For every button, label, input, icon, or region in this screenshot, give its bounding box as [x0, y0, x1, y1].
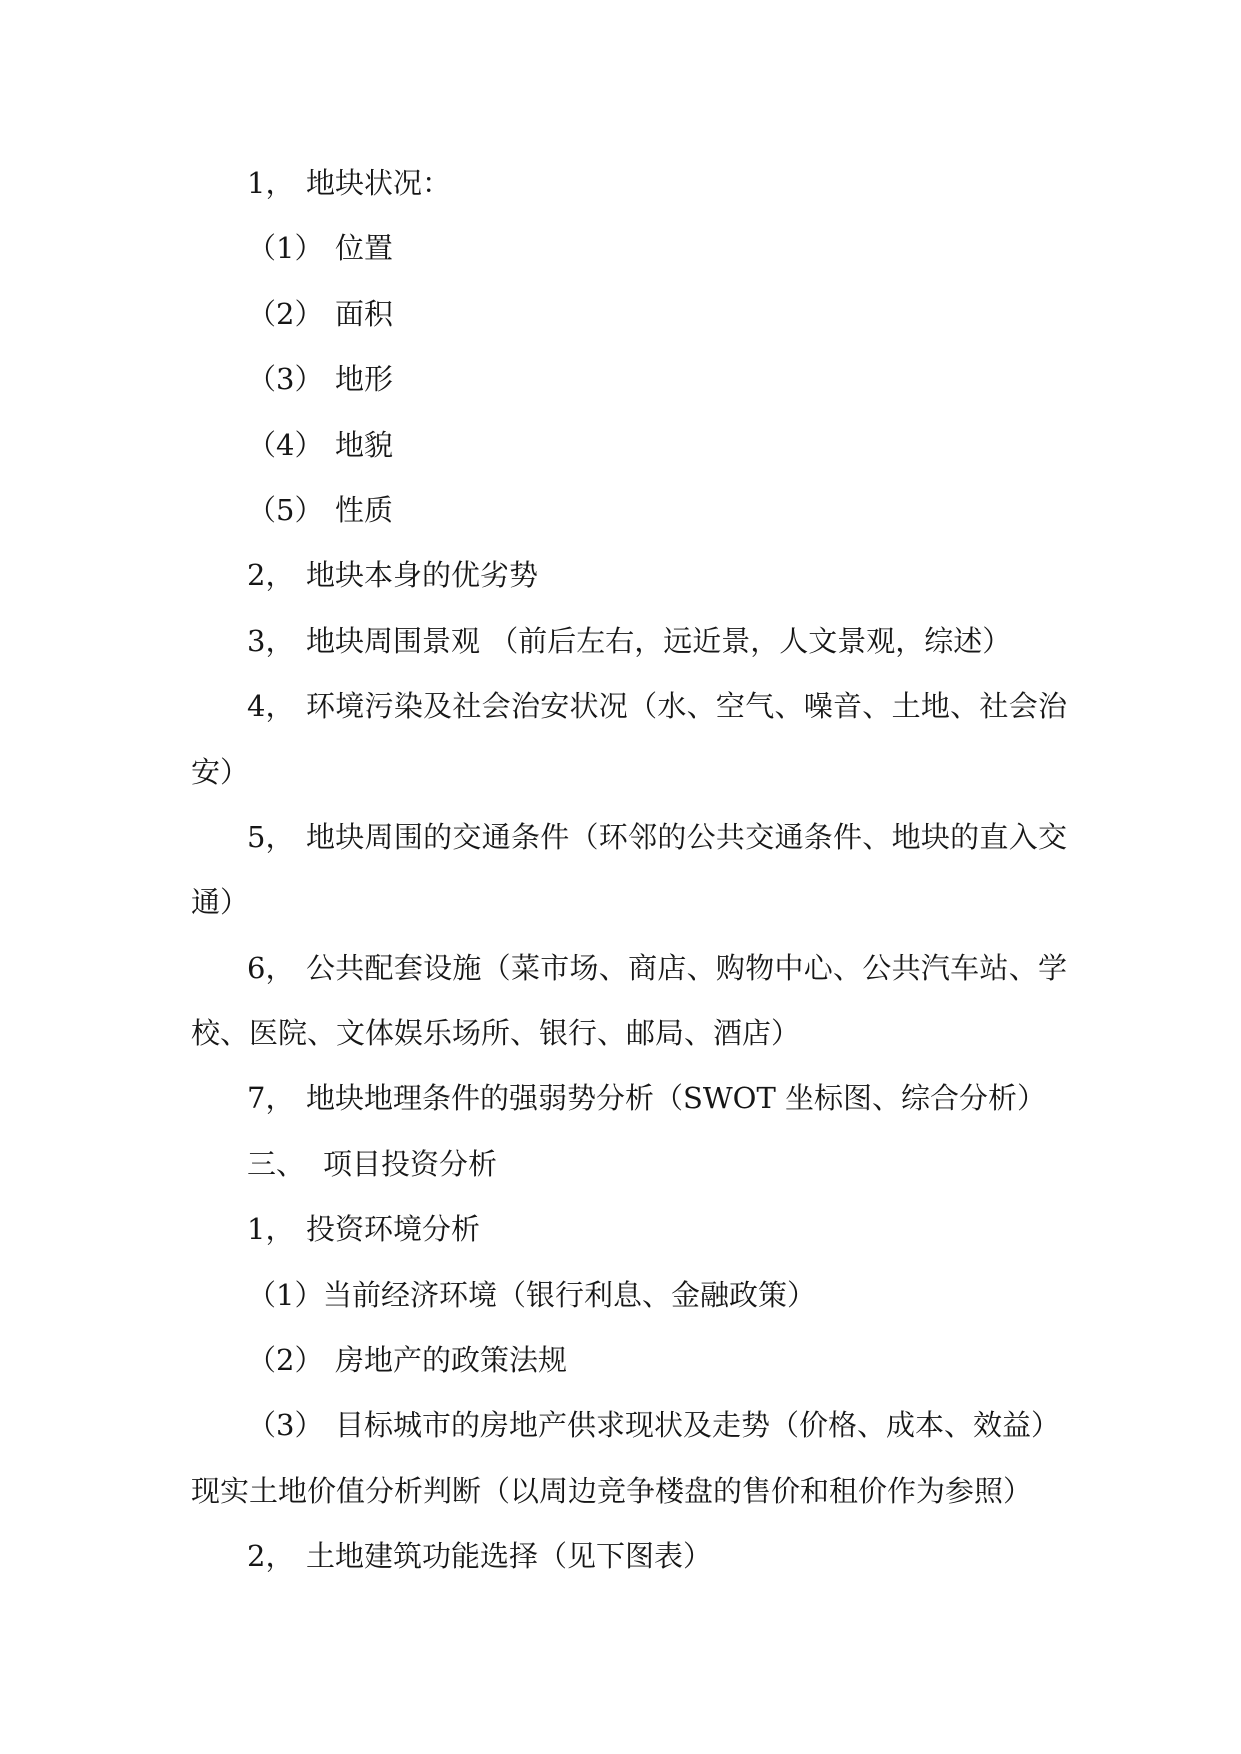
paragraph-line-continuation	[191, 870, 1067, 935]
item-text: 土地建筑功能选择（见下图表）	[306, 1539, 713, 1574]
item-text: 性质	[335, 492, 394, 527]
paragraph-line	[191, 1263, 1067, 1328]
list-item	[191, 609, 1067, 674]
section-heading-land-status	[191, 151, 1067, 216]
list-item	[191, 1066, 1067, 1131]
paragraph-line	[191, 413, 1067, 478]
section-number: 三、	[247, 1146, 306, 1181]
paragraph-line-continuation	[191, 1001, 1067, 1066]
item-number: 3，	[247, 623, 295, 658]
paragraph-line	[191, 347, 1067, 412]
paragraph-line	[191, 1393, 1067, 1458]
paragraph-line-continuation	[191, 740, 1067, 805]
paragraph-line	[191, 674, 1067, 739]
item-text: 地块周围景观 （前后左右，远近景，人文景观，综述）	[306, 623, 1012, 658]
paragraph-line	[191, 1524, 1067, 1589]
paragraph-line	[191, 609, 1067, 674]
paragraph-line	[191, 216, 1067, 281]
list-item	[191, 805, 1067, 936]
paragraph-line	[191, 543, 1067, 608]
sub-item	[191, 282, 1067, 347]
item-text: 目标城市的房地产供求现状及走势（价格、成本、效益）	[335, 1408, 1061, 1443]
sub-item	[191, 1328, 1067, 1393]
item-text: 环境污染及社会治安状况（水、空气、噪音、土地、社会治	[306, 689, 1067, 724]
sub-item	[191, 1263, 1067, 1328]
item-number: （2）	[247, 296, 324, 331]
section-heading-investment-analysis	[191, 1132, 1067, 1197]
sub-item	[191, 347, 1067, 412]
list-item	[191, 1524, 1067, 1589]
item-text: 当前经济环境（银行利息、金融政策）	[323, 1277, 817, 1312]
item-text: 地块本身的优劣势	[306, 558, 539, 593]
list-item	[191, 543, 1067, 608]
paragraph-line-continuation	[191, 1459, 1067, 1524]
item-number: 5，	[247, 819, 295, 854]
item-number: （5）	[247, 492, 324, 527]
item-text: 投资环境分析	[306, 1212, 481, 1247]
item-text: 通）	[191, 885, 250, 920]
paragraph-line	[191, 1066, 1067, 1131]
list-item	[191, 936, 1067, 1067]
item-text: 现实土地价值分析判断（以周边竞争楼盘的售价和租价作为参照）	[191, 1473, 1033, 1508]
item-number: 6，	[247, 950, 295, 985]
sub-item	[191, 1393, 1067, 1524]
item-number: （1）	[247, 1277, 324, 1312]
paragraph-line	[191, 805, 1067, 870]
sub-item	[191, 478, 1067, 543]
paragraph-line	[191, 1197, 1067, 1262]
list-item	[191, 674, 1067, 805]
item-number: 2，	[247, 1539, 295, 1574]
item-number: 7，	[247, 1081, 295, 1116]
item-number: 4，	[247, 689, 295, 724]
paragraph-line	[191, 1328, 1067, 1393]
item-number: 2，	[247, 558, 295, 593]
paragraph-line	[191, 936, 1067, 1001]
item-number: （3）	[247, 1408, 324, 1443]
paragraph-line	[191, 282, 1067, 347]
item-text: 地貌	[335, 427, 394, 462]
item-text: 房地产的政策法规	[335, 1343, 568, 1378]
item-text: 校、医院、文体娱乐场所、银行、邮局、酒店）	[191, 1016, 801, 1051]
sub-item	[191, 413, 1067, 478]
item-text: 面积	[335, 296, 394, 331]
paragraph-line	[191, 151, 1067, 216]
paragraph-line	[191, 1132, 1067, 1197]
sub-item	[191, 216, 1067, 281]
document-body	[191, 151, 1067, 1590]
item-text: 公共配套设施（菜市场、商店、购物中心、公共汽车站、学	[306, 950, 1067, 985]
item-number: （3）	[247, 362, 324, 397]
item-text: 地块周围的交通条件（环邻的公共交通条件、地块的直入交	[306, 819, 1067, 854]
item-text: 地块地理条件的强弱势分析（SWOT 坐标图、综合分析）	[306, 1081, 1047, 1116]
item-text: 地块状况：	[306, 166, 452, 200]
item-number: （1）	[247, 231, 324, 266]
paragraph-line	[191, 478, 1067, 543]
section-title: 项目投资分析	[323, 1146, 498, 1181]
item-text: 安）	[191, 754, 250, 789]
item-number: （4）	[247, 427, 324, 462]
item-number: （2）	[247, 1343, 324, 1378]
item-number: 1，	[247, 166, 295, 200]
item-number: 1，	[247, 1212, 295, 1247]
item-text: 地形	[335, 362, 394, 397]
list-item	[191, 1197, 1067, 1262]
item-text: 位置	[335, 231, 394, 266]
